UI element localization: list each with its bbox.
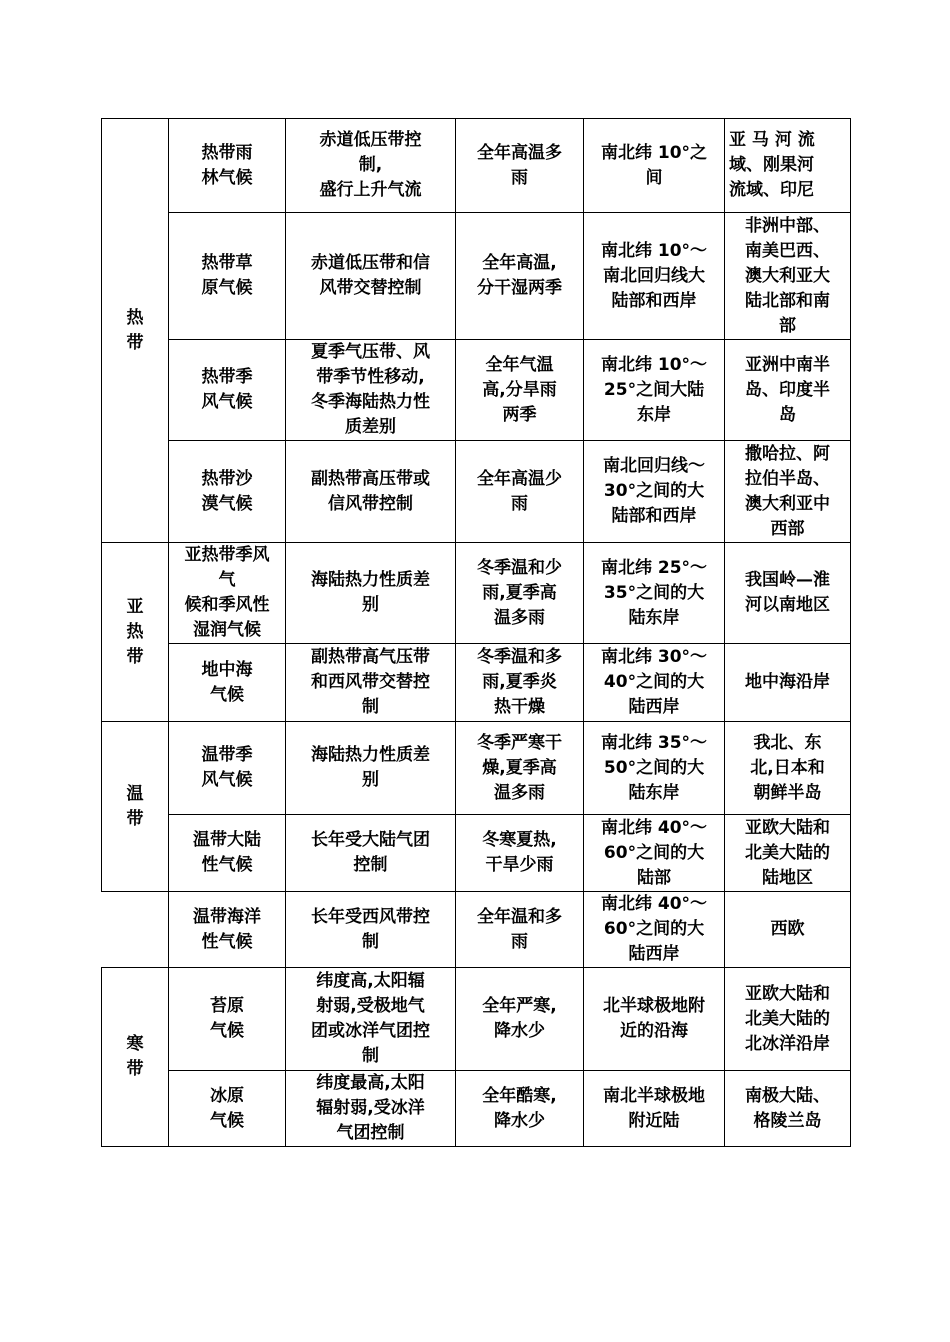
region-cell: 南极大陆、 格陵兰岛 — [725, 1071, 851, 1147]
region-cell: 地中海沿岸 — [725, 644, 851, 722]
feature-cell: 冬季温和少 雨,夏季高 温多雨 — [456, 543, 584, 644]
climate-type-cell: 热带草 原气候 — [169, 213, 286, 340]
climate-type-cell: 冰原 气候 — [169, 1071, 286, 1147]
location-cell: 南北纬 40°～ 60°之间的大 陆西岸 — [584, 892, 725, 968]
climate-type-cell: 地中海 气候 — [169, 644, 286, 722]
location-cell: 南北纬 30°～ 40°之间的大 陆西岸 — [584, 644, 725, 722]
region-cell: 撒哈拉、阿 拉伯半岛、 澳大利亚中 西部 — [725, 441, 851, 543]
cause-cell: 纬度高,太阳辐 射弱,受极地气 团或冰洋气团控 制 — [286, 968, 456, 1071]
feature-cell: 全年酷寒, 降水少 — [456, 1071, 584, 1147]
location-cell: 南北半球极地 附近陆 — [584, 1071, 725, 1147]
climate-table — [101, 118, 851, 1147]
climate-type-cell: 热带雨 林气候 — [169, 119, 286, 213]
cause-cell: 纬度最高,太阳 辐射弱,受冰洋 气团控制 — [286, 1071, 456, 1147]
region-cell: 亚 马 河 流 域、刚果河 流域、印尼 — [725, 119, 851, 213]
cause-cell: 副热带高压带或 信风带控制 — [286, 441, 456, 543]
location-cell: 南北回归线～ 30°之间的大 陆部和西岸 — [584, 441, 725, 543]
empty-zone-cell — [102, 892, 169, 968]
location-cell: 南北纬 35°～ 50°之间的大 陆东岸 — [584, 722, 725, 815]
cause-cell: 赤道低压带和信 风带交替控制 — [286, 213, 456, 340]
feature-cell: 全年温和多 雨 — [456, 892, 584, 968]
feature-cell: 全年高温, 分干湿两季 — [456, 213, 584, 340]
table-row — [102, 815, 851, 892]
table-row — [102, 968, 851, 1071]
table-row — [102, 892, 851, 968]
feature-cell: 全年高温多 雨 — [456, 119, 584, 213]
feature-cell: 冬寒夏热, 干旱少雨 — [456, 815, 584, 892]
feature-cell: 全年气温 高,分旱雨 两季 — [456, 340, 584, 441]
cause-cell: 海陆热力性质差 别 — [286, 543, 456, 644]
location-cell: 南北纬 25°～ 35°之间的大 陆东岸 — [584, 543, 725, 644]
feature-cell: 全年高温少 雨 — [456, 441, 584, 543]
climate-type-cell: 温带季 风气候 — [169, 722, 286, 815]
table-row — [102, 441, 851, 543]
location-cell: 南北纬 10°～ 25°之间大陆 东岸 — [584, 340, 725, 441]
location-cell: 南北纬 40°～ 60°之间的大 陆部 — [584, 815, 725, 892]
cause-cell: 夏季气压带、风 带季节性移动, 冬季海陆热力性 质差别 — [286, 340, 456, 441]
region-cell: 非洲中部、 南美巴西、 澳大利亚大 陆北部和南 部 — [725, 213, 851, 340]
feature-cell: 冬季温和多 雨,夏季炎 热干燥 — [456, 644, 584, 722]
climate-type-cell: 温带大陆 性气候 — [169, 815, 286, 892]
zone-frigid: 寒 带 — [102, 968, 169, 1147]
cause-cell: 赤道低压带控 制, 盛行上升气流 — [286, 119, 456, 213]
region-cell: 亚欧大陆和 北美大陆的 陆地区 — [725, 815, 851, 892]
climate-type-cell: 热带季 风气候 — [169, 340, 286, 441]
cause-cell: 副热带高气压带 和西风带交替控 制 — [286, 644, 456, 722]
region-cell: 西欧 — [725, 892, 851, 968]
location-cell: 南北纬 10°～ 南北回归线大 陆部和西岸 — [584, 213, 725, 340]
climate-type-cell: 亚热带季风 气 候和季风性 湿润气候 — [169, 543, 286, 644]
zone-tropical: 热 带 — [102, 119, 169, 543]
table-row — [102, 340, 851, 441]
region-cell: 我国岭—淮 河以南地区 — [725, 543, 851, 644]
cause-cell: 海陆热力性质差 别 — [286, 722, 456, 815]
location-cell: 南北纬 10°之 间 — [584, 119, 725, 213]
cause-cell: 长年受大陆气团 控制 — [286, 815, 456, 892]
climate-type-cell: 热带沙 漠气候 — [169, 441, 286, 543]
location-cell: 北半球极地附 近的沿海 — [584, 968, 725, 1071]
feature-cell: 全年严寒, 降水少 — [456, 968, 584, 1071]
table-row — [102, 119, 851, 213]
region-cell: 我北、东 北,日本和 朝鲜半岛 — [725, 722, 851, 815]
zone-subtropical: 亚 热 带 — [102, 543, 169, 722]
climate-type-cell: 温带海洋 性气候 — [169, 892, 286, 968]
table-row — [102, 644, 851, 722]
table-row — [102, 722, 851, 815]
cause-cell: 长年受西风带控 制 — [286, 892, 456, 968]
table-row — [102, 1071, 851, 1147]
table-row — [102, 543, 851, 644]
region-cell: 亚洲中南半 岛、印度半 岛 — [725, 340, 851, 441]
zone-temperate: 温 带 — [102, 722, 169, 892]
climate-type-cell: 苔原 气候 — [169, 968, 286, 1071]
feature-cell: 冬季严寒干 燥,夏季高 温多雨 — [456, 722, 584, 815]
table-row — [102, 213, 851, 340]
region-cell: 亚欧大陆和 北美大陆的 北冰洋沿岸 — [725, 968, 851, 1071]
